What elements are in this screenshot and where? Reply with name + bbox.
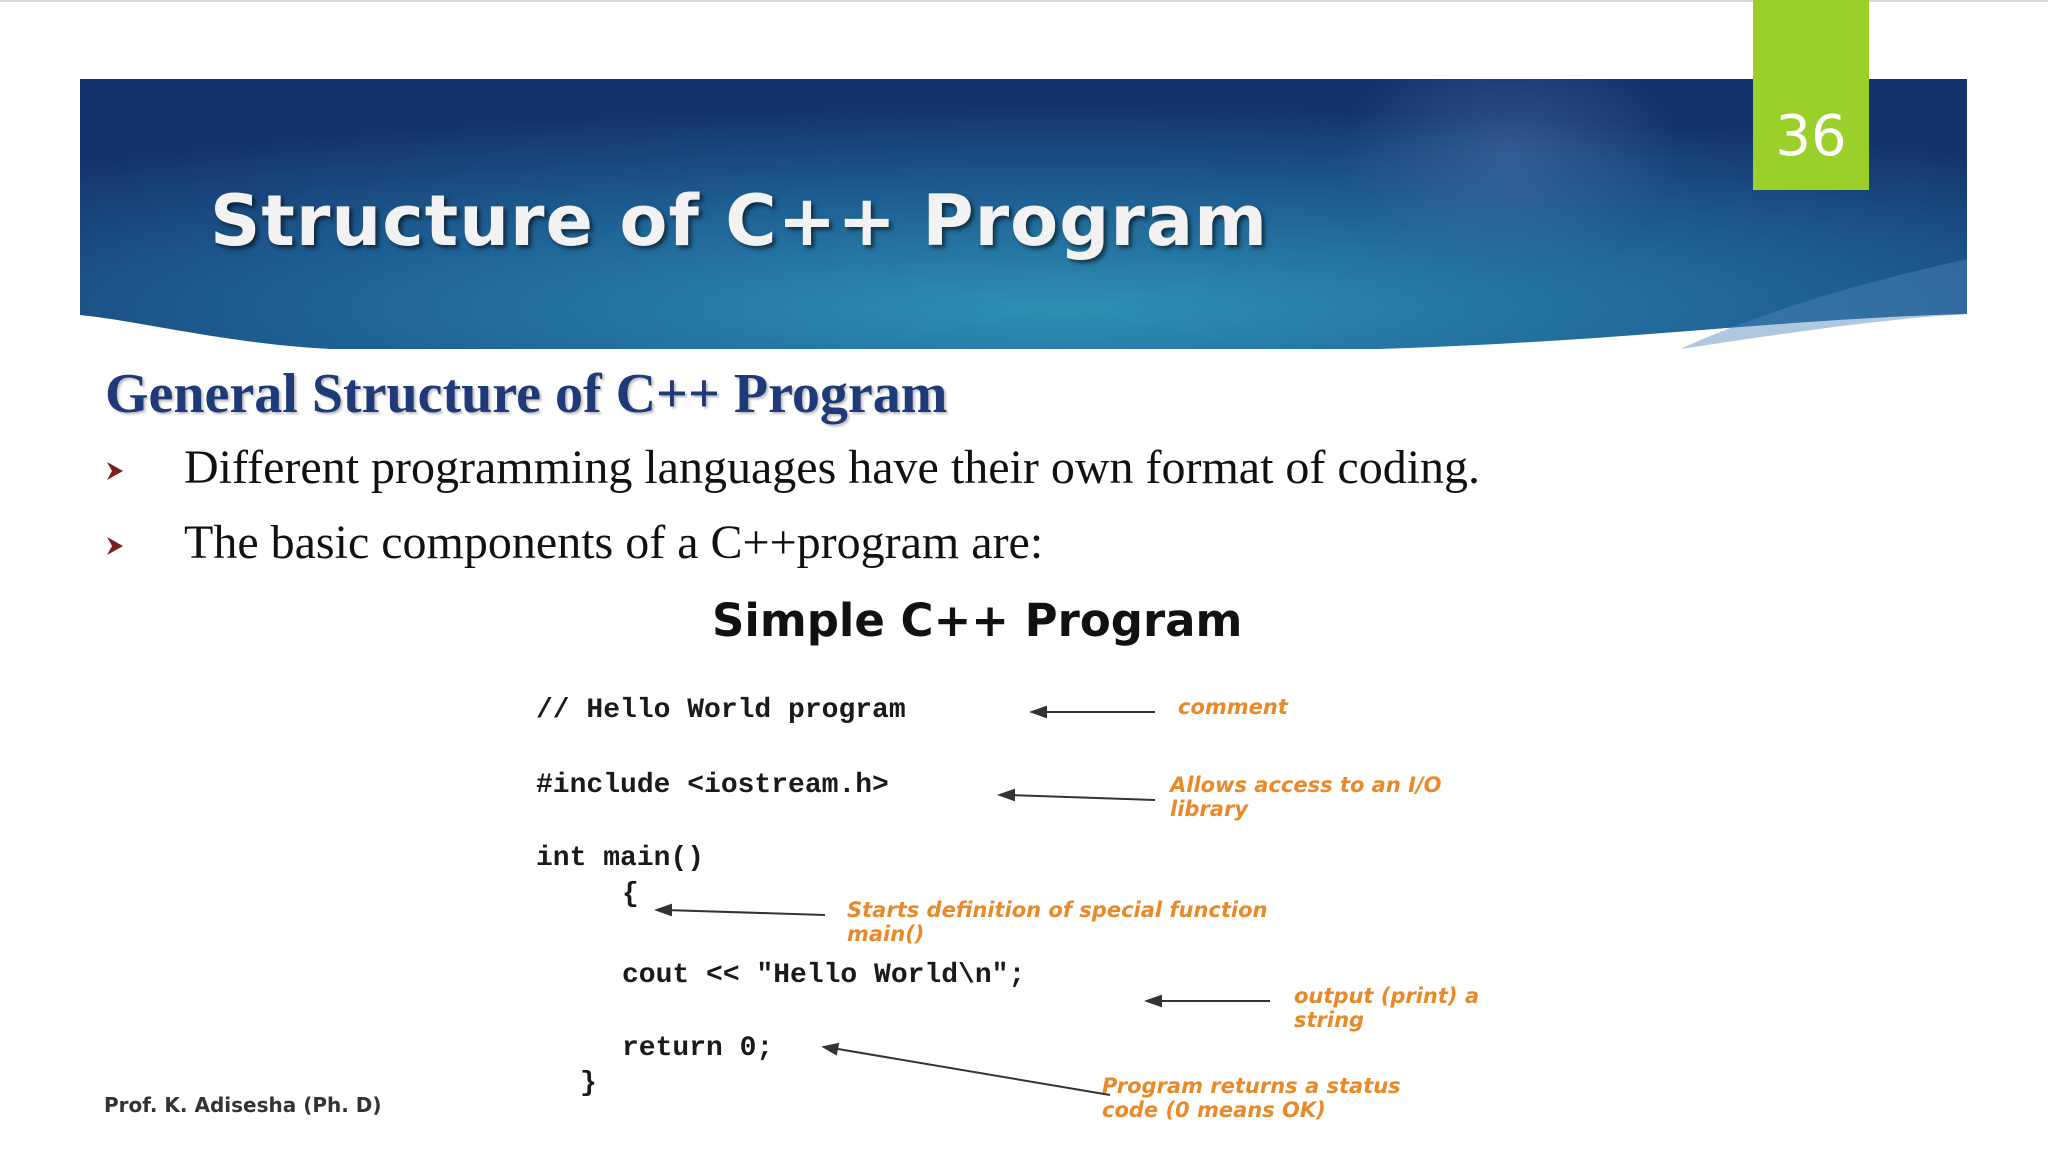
section-heading: General Structure of C++ Program <box>105 363 948 425</box>
top-divider-line <box>0 0 2048 2</box>
annotation-main-2: main() <box>847 922 925 946</box>
bullet-text: The basic components of a C++program are: <box>184 516 1044 569</box>
annotation-return-2: code (0 means OK) <box>1102 1098 1326 1122</box>
code-open-brace: { <box>622 879 639 910</box>
annotation-cout-1: output (print) a <box>1294 984 1480 1008</box>
annotation-return-1: Program returns a status <box>1102 1074 1401 1098</box>
annotation-main-1: Starts definition of special function <box>847 898 1268 922</box>
code-include-line: #include <iostream.h> <box>536 770 889 801</box>
code-close-brace: } <box>580 1068 597 1099</box>
bullet-arrow-icon <box>105 535 125 557</box>
footer-author: Prof. K. Adisesha (Ph. D) <box>104 1093 382 1117</box>
diagram-title: Simple C++ Program <box>712 594 1243 647</box>
annotation-cout-2: string <box>1294 1008 1365 1032</box>
annotation-arrows <box>510 590 1560 1130</box>
page-number-badge <box>1753 0 1869 190</box>
code-comment-line: // Hello World program <box>536 695 906 726</box>
annotation-comment: comment <box>1178 695 1288 719</box>
annotation-include-1: Allows access to an I/O <box>1170 773 1442 797</box>
page-number: 36 <box>1775 104 1847 169</box>
slide-title: Structure of C++ Program <box>210 180 1269 262</box>
program-diagram <box>510 590 1560 1130</box>
code-cout-line: cout << "Hello World\n"; <box>622 960 1026 991</box>
code-main-line: int main() <box>536 843 705 874</box>
bullet-arrow-icon <box>105 460 125 482</box>
annotation-include-2: library <box>1170 797 1249 821</box>
code-return-line: return 0; <box>622 1033 774 1064</box>
bullet-text: Different programming languages have their own format of coding. <box>184 441 1481 494</box>
